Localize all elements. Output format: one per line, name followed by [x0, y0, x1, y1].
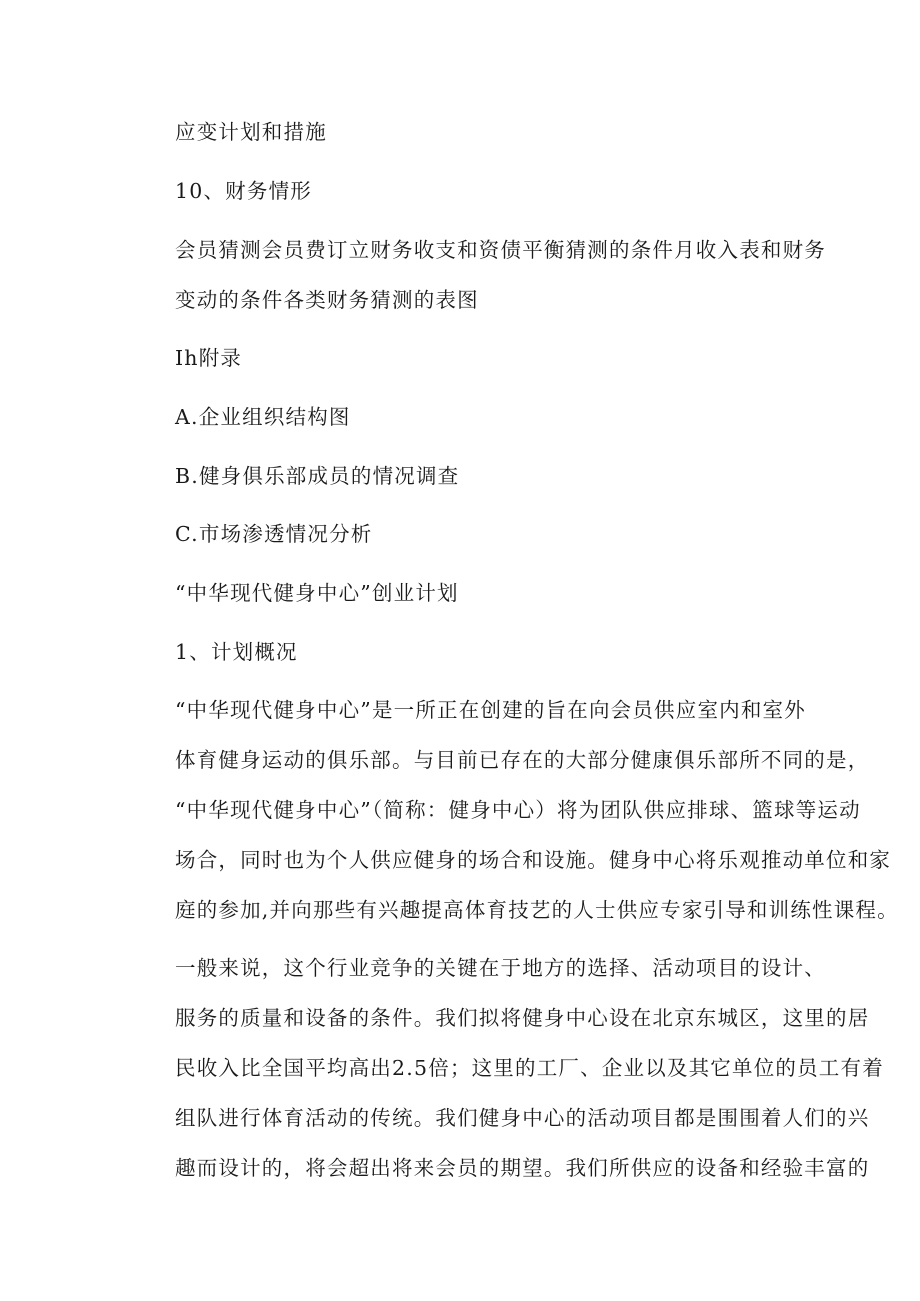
paragraph2-line-2: 服务的质量和设备的条件。我们拟将健身中心设在北京东城区，这里的居 — [175, 1006, 870, 1030]
paragraph1-line-5: 庭的参加,并向那些有兴趣提高体育技艺的人士供应专家引导和训练性课程。 — [175, 898, 899, 922]
paragraph2-line-1: 一般来说，这个行业竞争的关键在于地方的选择、活动项目的设计、 — [175, 956, 826, 980]
appendix-item-a: A.企业组织结构图 — [175, 405, 351, 429]
appendix-item-b: B.健身俱乐部成员的情况调查 — [175, 464, 460, 488]
paragraph2-line-3: 民收入比全国平均高出2.5倍；这里的工厂、企业以及其它单位的员工有着 — [175, 1056, 884, 1080]
paragraph1-line-3: “中华现代健身中心”（简称：健身中心）将为团队供应排球、篮球等运动 — [175, 798, 861, 822]
plan-title: “中华现代健身中心”创业计划 — [175, 581, 459, 605]
paragraph1-line-4: 场合，同时也为个人供应健身的场合和设施。健身中心将乐观推动单位和家 — [175, 848, 892, 872]
finance-text-line-2: 变动的条件各类财务猜测的表图 — [175, 288, 479, 312]
paragraph1-line-1: “中华现代健身中心”是一所正在创建的旨在向会员供应室内和室外 — [175, 698, 806, 722]
appendix-item-c: C.市场渗透情况分析 — [175, 522, 373, 546]
section-heading-appendix: Ih附录 — [175, 346, 243, 370]
finance-text-line-1: 会员猜测会员费订立财务收支和资债平衡猜测的条件月收入表和财务 — [175, 238, 826, 262]
section-line-contingency: 应变计划和措施 — [175, 120, 327, 144]
paragraph2-line-5: 趣而设计的，将会超出将来会员的期望。我们所供应的设备和经验丰富的 — [175, 1156, 870, 1180]
paragraph1-line-2: 体育健身运动的俱乐部。与目前已存在的大部分健康俱乐部所不同的是， — [175, 748, 870, 772]
paragraph2-line-4: 组队进行体育活动的传统。我们健身中心的活动项目都是围围着人们的兴 — [175, 1106, 870, 1130]
section-heading-overview: 1、计划概况 — [175, 640, 298, 664]
section-heading-finance: 10、财务情形 — [175, 179, 312, 203]
